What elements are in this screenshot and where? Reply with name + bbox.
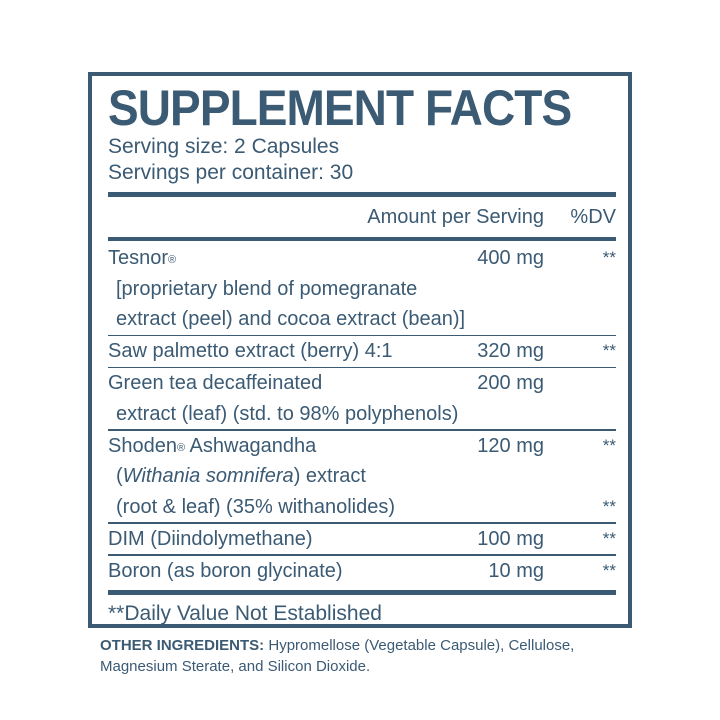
registered-mark: ® [168, 254, 177, 266]
servings-per-container: Servings per container: 30 [108, 161, 354, 184]
ingredient-row-saw-palmetto [108, 336, 616, 367]
ingredient-dv: ** [602, 248, 616, 267]
ingredient-detail: [proprietary blend of pomegranate [116, 277, 418, 300]
ingredient-amount: 200 mg [477, 372, 544, 394]
ingredient-amount: 400 mg [477, 247, 544, 269]
column-header [108, 197, 616, 237]
amount-header: Amount per Serving [367, 206, 544, 228]
other-ingredients-label: OTHER INGREDIENTS: [100, 637, 265, 654]
ingredient-detail: extract (peel) and cocoa extract (bean)] [116, 308, 466, 330]
ingredient-detail-prefix: ( [116, 465, 123, 487]
dv-footnote: **Daily Value Not Established [108, 602, 382, 625]
ingredient-dv: ** [602, 560, 616, 580]
ingredient-dv: ** [602, 435, 616, 455]
ingredient-amount: 100 mg [477, 527, 544, 550]
ingredient-amount: 10 mg [488, 559, 544, 582]
ingredient-detail: (root & leaf) (35% withanolides) [116, 495, 396, 518]
ingredient-name-suffix: Ashwagandha [185, 434, 317, 457]
ingredient-dv: ** [602, 528, 616, 548]
other-ingredients [100, 635, 620, 677]
ingredient-name: Tesnor [108, 247, 169, 269]
supplement-facts-panel [88, 72, 632, 628]
ingredient-dv: ** [602, 496, 616, 516]
ingredient-amount: 320 mg [477, 340, 544, 362]
botanical-name: Withania somnifera [122, 465, 294, 487]
ingredient-amount: 120 mg [477, 434, 544, 457]
ingredient-detail: extract (leaf) (std. to 98% polyphenols) [116, 402, 459, 425]
other-ingredients-text: Hypromellose (Vegetable Capsule), Cellulose, Magnesium Sterate, and Silicon Dioxide. [100, 637, 575, 675]
ingredient-row-dim [108, 524, 616, 555]
ingredient-row-ashwagandha [108, 431, 616, 523]
ingredient-dv: ** [602, 341, 616, 360]
dv-header: %DV [570, 206, 616, 228]
registered-mark: ® [176, 441, 186, 454]
serving-size: Serving size: 2 Capsules [108, 135, 340, 158]
ingredient-row-green-tea [108, 368, 616, 429]
ingredient-row-boron [108, 556, 616, 587]
panel-title: SUPPLEMENT FACTS [108, 80, 572, 136]
ingredient-name: Shoden [108, 434, 177, 457]
ingredient-name: Boron (as boron glycinate) [108, 559, 343, 582]
ingredient-name: DIM (Diindolymethane) [108, 527, 313, 550]
ingredient-detail-suffix: ) extract [293, 465, 366, 487]
ingredient-row-tesnor [108, 241, 616, 335]
ingredient-name: Green tea decaffeinated [108, 372, 323, 394]
ingredient-name: Saw palmetto extract (berry) 4:1 [108, 340, 393, 362]
